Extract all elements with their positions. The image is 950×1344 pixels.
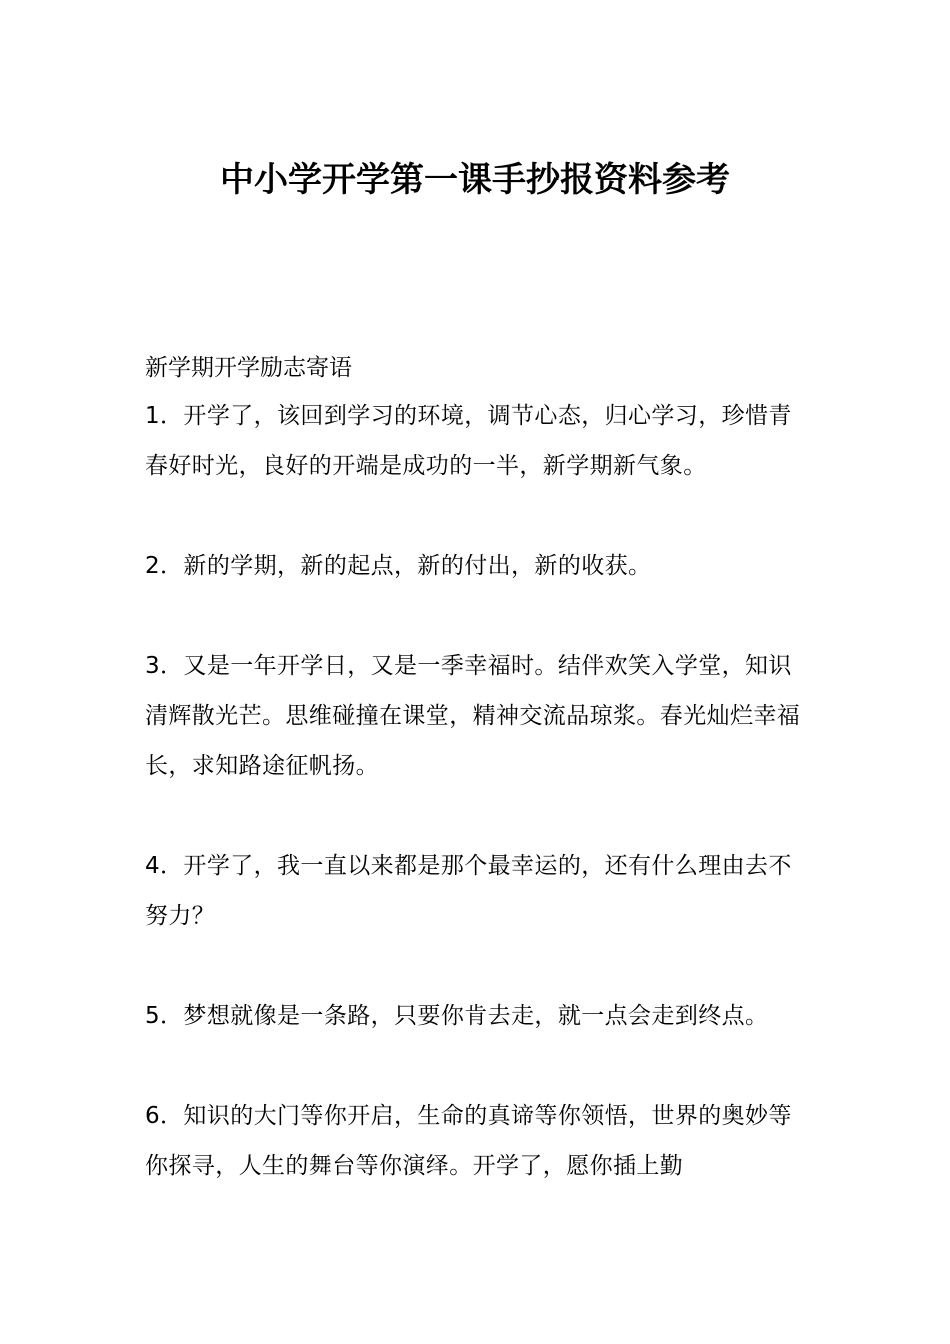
quote-item-4: 4．开学了，我一直以来都是那个最幸运的，还有什么理由去不努力？ — [145, 853, 792, 929]
quote-item-1: 1．开学了，该回到学习的环境，调节心态，归心学习，珍惜青春好时光，良好的开端是成功的一半，新学期新气象。 — [145, 403, 792, 479]
document-title: 中小学开学第一课手抄报资料参考 — [220, 160, 730, 200]
quote-item-5: 5．梦想就像是一条路，只要你肯去走，就一点会走到终点。 — [145, 1003, 769, 1029]
quote-item-3: 3．又是一年开学日，又是一季幸福时。结伴欢笑入学堂，知识清辉散光芒。思维碰撞在课堂，精神交流品琼浆。春光灿烂幸福长，求知路途征帆扬。 — [145, 653, 801, 779]
quote-item-2: 2．新的学期，新的起点，新的付出，新的收获。 — [145, 553, 652, 579]
section-heading: 新学期开学励志寄语 — [145, 355, 352, 381]
quote-item-6: 6．知识的大门等你开启，生命的真谛等你领悟，世界的奥妙等你探寻，人生的舞台等你演绎。开学了，愿你插上勤 — [145, 1103, 792, 1179]
document-body — [145, 345, 810, 1241]
